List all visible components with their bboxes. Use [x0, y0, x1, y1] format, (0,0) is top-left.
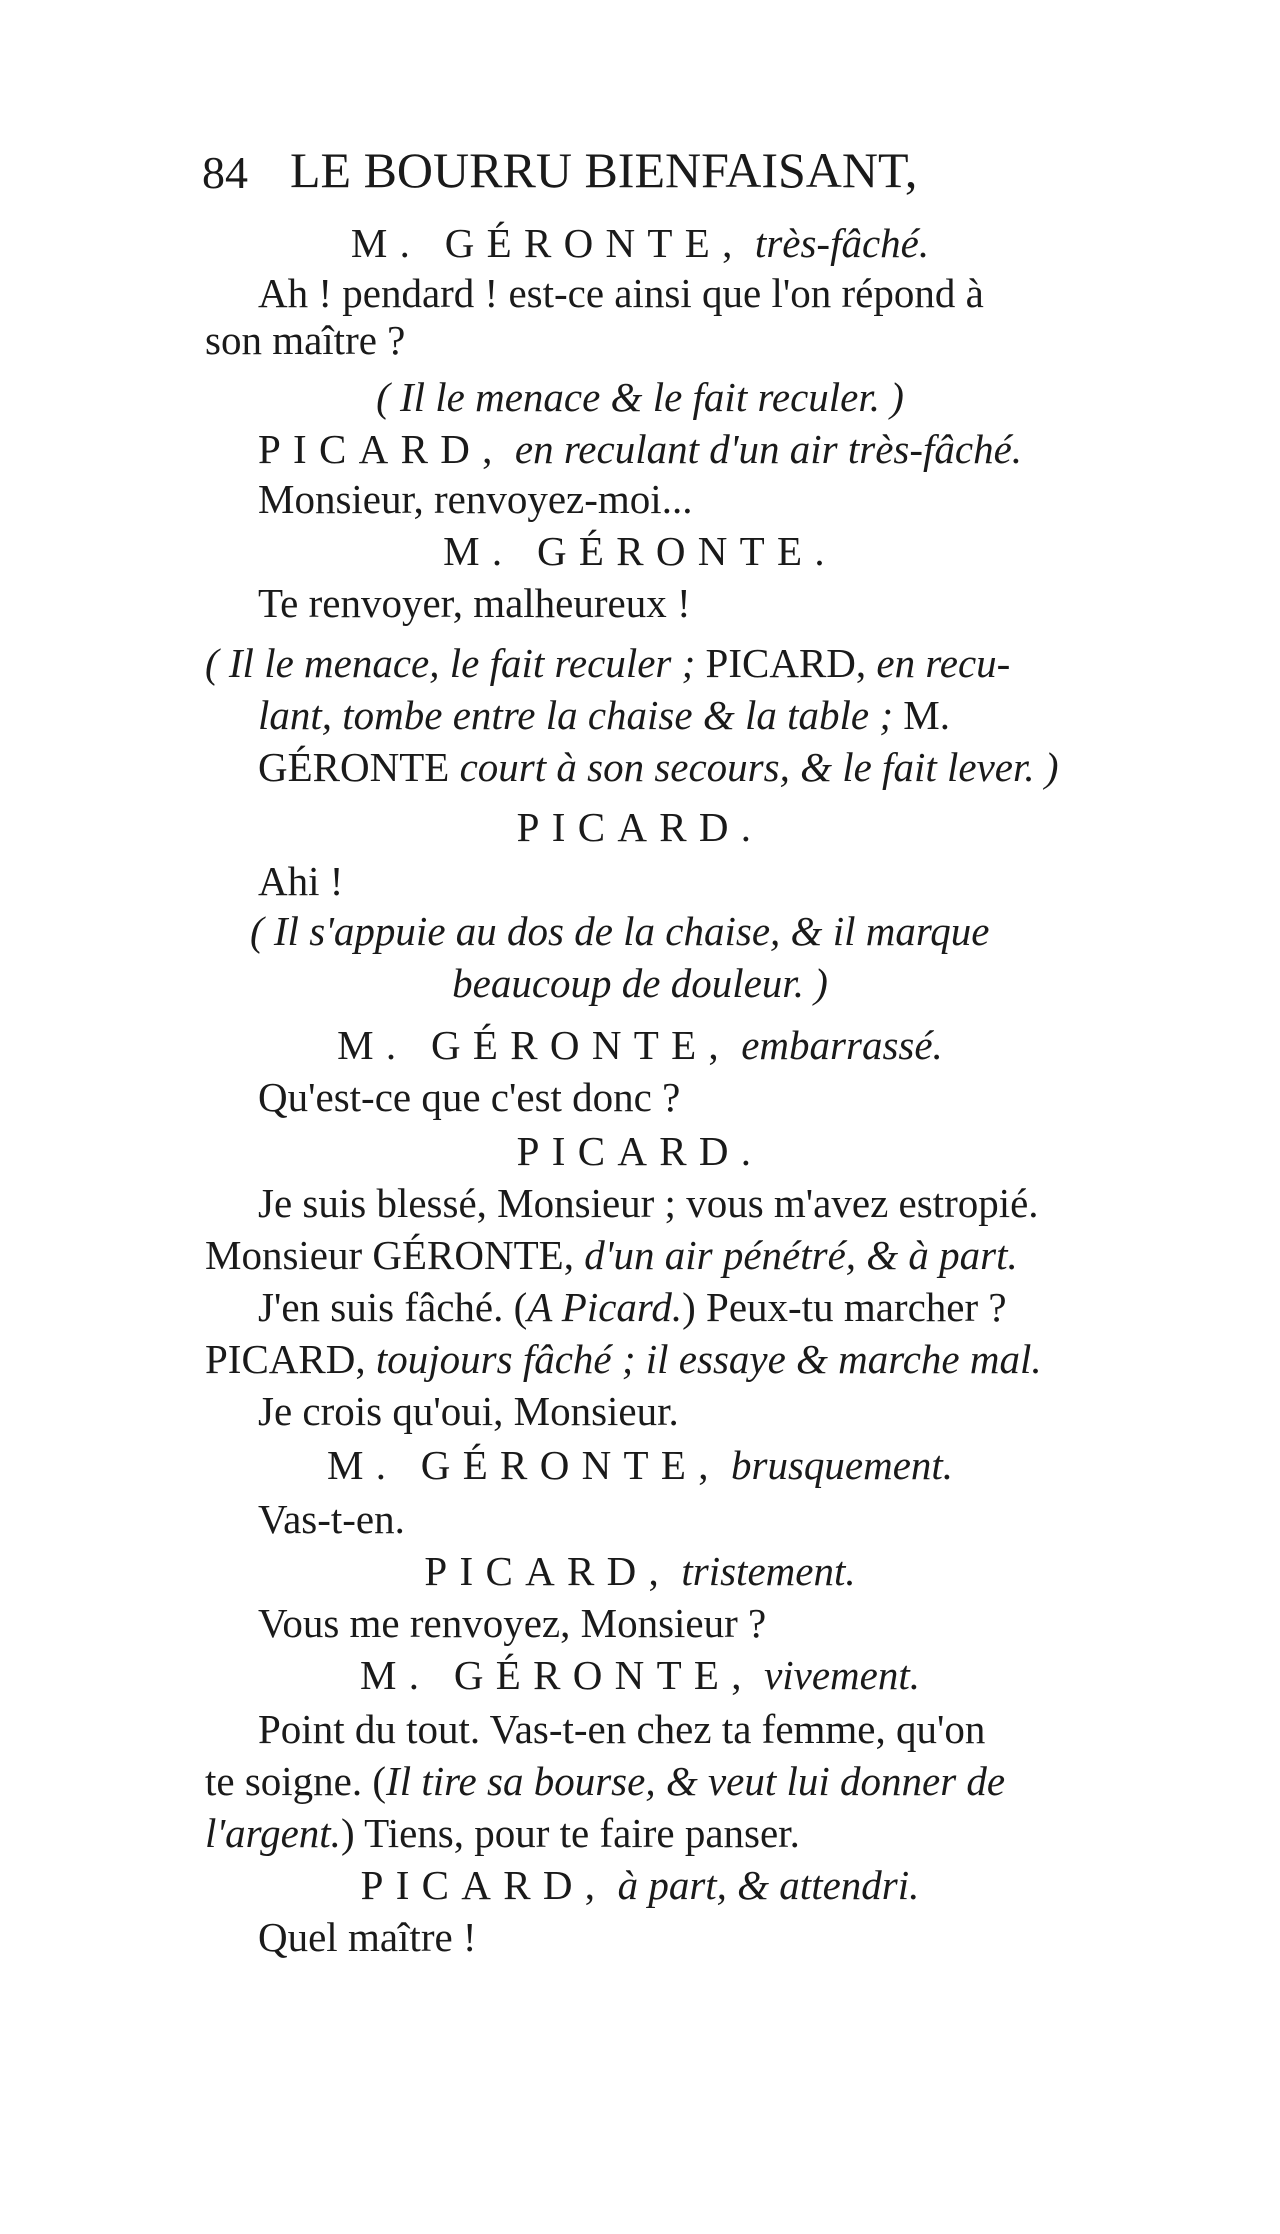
speaker-line: M. GÉRONTE, embarrassé.: [337, 1022, 943, 1068]
speaker-line: Monsieur GÉRONTE, d'un air pénétré, & à part.: [205, 1232, 1018, 1278]
dialogue-line: Je suis blessé, Monsieur ; vous m'avez estropié.: [258, 1180, 1039, 1226]
dialogue-line: Point du tout. Vas-t-en chez ta femme, qu'on: [258, 1706, 986, 1752]
stage-direction: beaucoup de douleur. ): [452, 960, 828, 1006]
speaker-line: M. GÉRONTE, vivement.: [360, 1652, 920, 1698]
speaker-line: PICARD.: [516, 804, 764, 850]
speaker-line: PICARD, toujours fâché ; il essaye & marche mal.: [205, 1336, 1042, 1382]
stage-direction: ( Il le menace, le fait reculer ; PICARD, en recu-: [205, 640, 1011, 686]
dialogue-line: Ahi !: [258, 858, 344, 904]
speaker-line: PICARD, à part, & attendri.: [360, 1862, 920, 1908]
dialogue-line: te soigne. (Il tire sa bourse, & veut lui donner de: [205, 1758, 1006, 1804]
speaker-line: M. GÉRONTE, brusquement.: [326, 1442, 954, 1488]
running-title: LE BOURRU BIENFAISANT,: [290, 142, 918, 198]
stage-direction: lant, tombe entre la chaise & la table ; M.: [258, 692, 950, 738]
dialogue-line: Qu'est-ce que c'est donc ?: [258, 1074, 681, 1120]
dialogue-line: Quel maître !: [258, 1914, 477, 1960]
dialogue-line: son maître ?: [205, 317, 406, 363]
dialogue-line: J'en suis fâché. (A Picard.) Peux-tu marcher ?: [258, 1284, 1007, 1330]
speaker-line: M. GÉRONTE, très-fâché.: [350, 220, 930, 266]
speaker-line: PICARD, tristement.: [424, 1548, 856, 1594]
dialogue-line: Vous me renvoyez, Monsieur ?: [258, 1600, 767, 1646]
dialogue-line: l'argent.) Tiens, pour te faire panser.: [205, 1810, 800, 1856]
dialogue-line: Vas-t-en.: [258, 1496, 405, 1542]
speaker-line: M. GÉRONTE.: [443, 528, 837, 574]
dialogue-line: Te renvoyer, malheureux !: [258, 580, 691, 626]
dialogue-line: Ah ! pendard ! est-ce ainsi que l'on répond à: [258, 270, 984, 316]
page-number: 84: [202, 147, 248, 198]
speaker-line: PICARD, en reculant d'un air très-fâché.: [257, 426, 1023, 472]
stage-direction: ( Il s'appuie au dos de la chaise, & il marque: [250, 908, 990, 954]
dialogue-line: Monsieur, renvoyez-moi...: [258, 476, 693, 522]
stage-direction: GÉRONTE court à son secours, & le fait lever. ): [258, 744, 1059, 790]
stage-direction: ( Il le menace & le fait reculer. ): [376, 374, 904, 420]
speaker-line: PICARD.: [516, 1128, 764, 1174]
dialogue-line: Je crois qu'oui, Monsieur.: [258, 1388, 679, 1434]
